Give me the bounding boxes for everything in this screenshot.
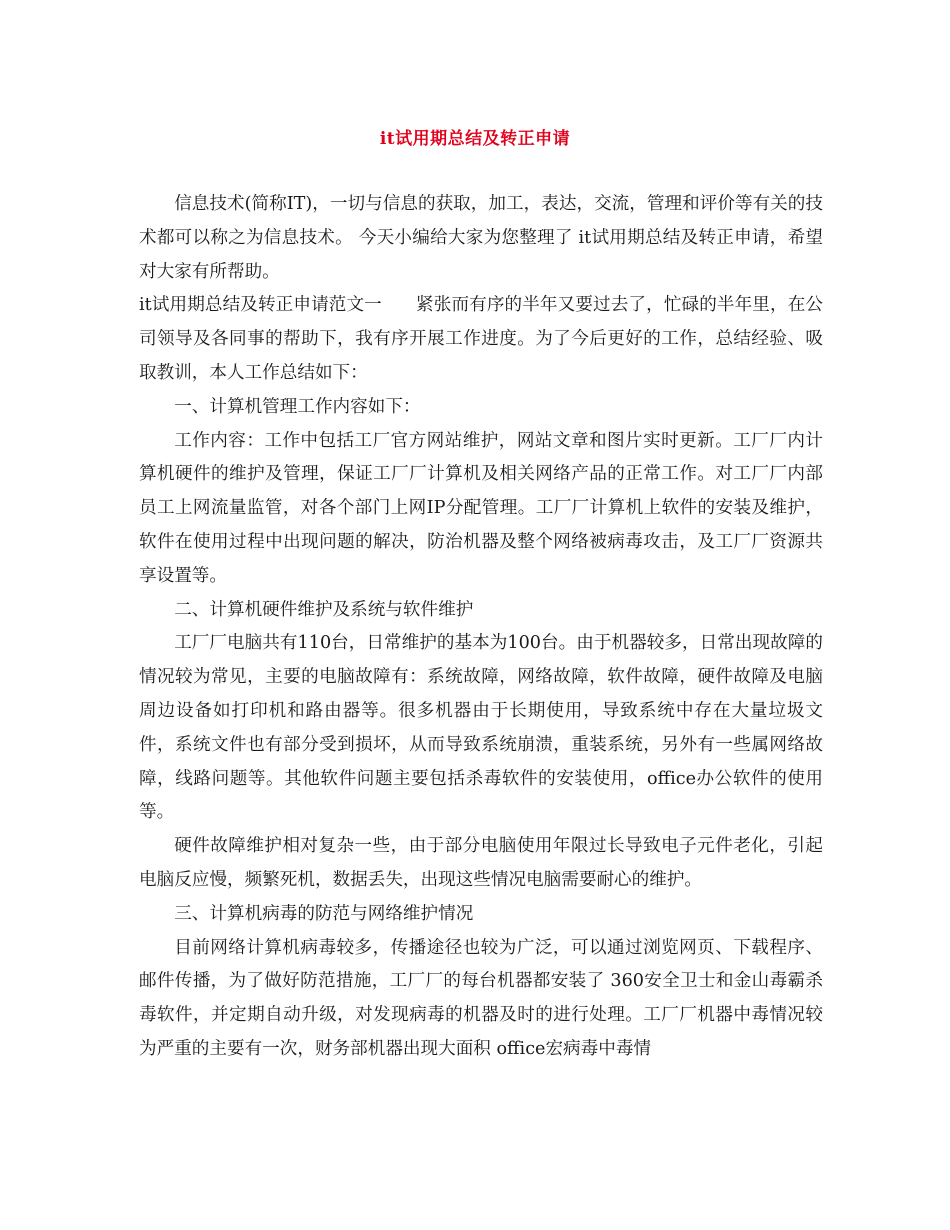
paragraph-work-content: 工作内容：工作中包括工厂官方网站维护，网站文章和图片实时更新。工厂厂内计算机硬件的维护及管理，保证工厂厂计算机及相关网络产品的正常工作。对工厂厂内部员工上网流量监管，对各个部门上网IP分配管理。工厂厂计算机上软件的安装及维护，软件在使用过程中出现问题的解决，防治机器及整个网络被病毒攻击，及工厂厂资源共享设置等。 — [139, 430, 823, 586]
paragraph-intro: 信息技术(简称IT)，一切与信息的获取，加工，表达，交流，管理和评价等有关的技术都可以称之为信息技术。 今天小编给大家为您整理了 it试用期总结及转正申请，希望对大家有所帮助。 — [139, 194, 823, 282]
paragraph-hardware-maintenance: 工厂厂电脑共有110台，日常维护的基本为100台。由于机器较多，日常出现故障的情况较为常见，主要的电脑故障有：系统故障，网络故障，软件故障，硬件故障及电脑周边设备如打印机和路由器等。很多机器由于长期使用，导致系统中存在大量垃圾文件，系统文件也有部分受到损坏，从而导致系统崩溃，重装系统，另外有一些属网络故障，线路问题等。其他软件问题主要包括杀毒软件的安装使用，office办公软件的使用等。 — [139, 633, 823, 823]
paragraph-hardware-faults: 硬件故障维护相对复杂一些，由于部分电脑使用年限过长导致电子元件老化，引起电脑反应慢，频繁死机，数据丢失，出现这些情况电脑需要耐心的维护。 — [139, 836, 823, 890]
section-heading-2: 二、计算机硬件维护及系统与软件维护 — [174, 599, 474, 620]
section-heading-3: 三、计算机病毒的防范与网络维护情况 — [174, 903, 474, 924]
section-heading-1: 一、计算机管理工作内容如下： — [174, 396, 421, 417]
paragraph-sample-one: it试用期总结及转正申请范文一 紧张而有序的半年又要过去了，忙碌的半年里，在公司领导及各同事的帮助下，我有序开展工作进度。为了今后更好的工作，总结经验、吸取教训，本人工作总结如下： — [139, 295, 823, 383]
paragraph-virus-prevention: 目前网络计算机病毒较多，传播途径也较为广泛，可以通过浏览网页、下载程序、邮件传播，为了做好防范措施，工厂厂的每台机器都安装了 360安全卫士和金山毒霸杀毒软件，并定期自动升级，对发现病毒的机器及时的进行处理。工厂厂机器中毒情况较为严重的主要有一次，财务部机器出现大面积 office宏病毒中毒情 — [139, 937, 823, 1059]
document-title: it试用期总结及转正申请 — [379, 129, 571, 149]
document-body — [139, 188, 823, 1067]
